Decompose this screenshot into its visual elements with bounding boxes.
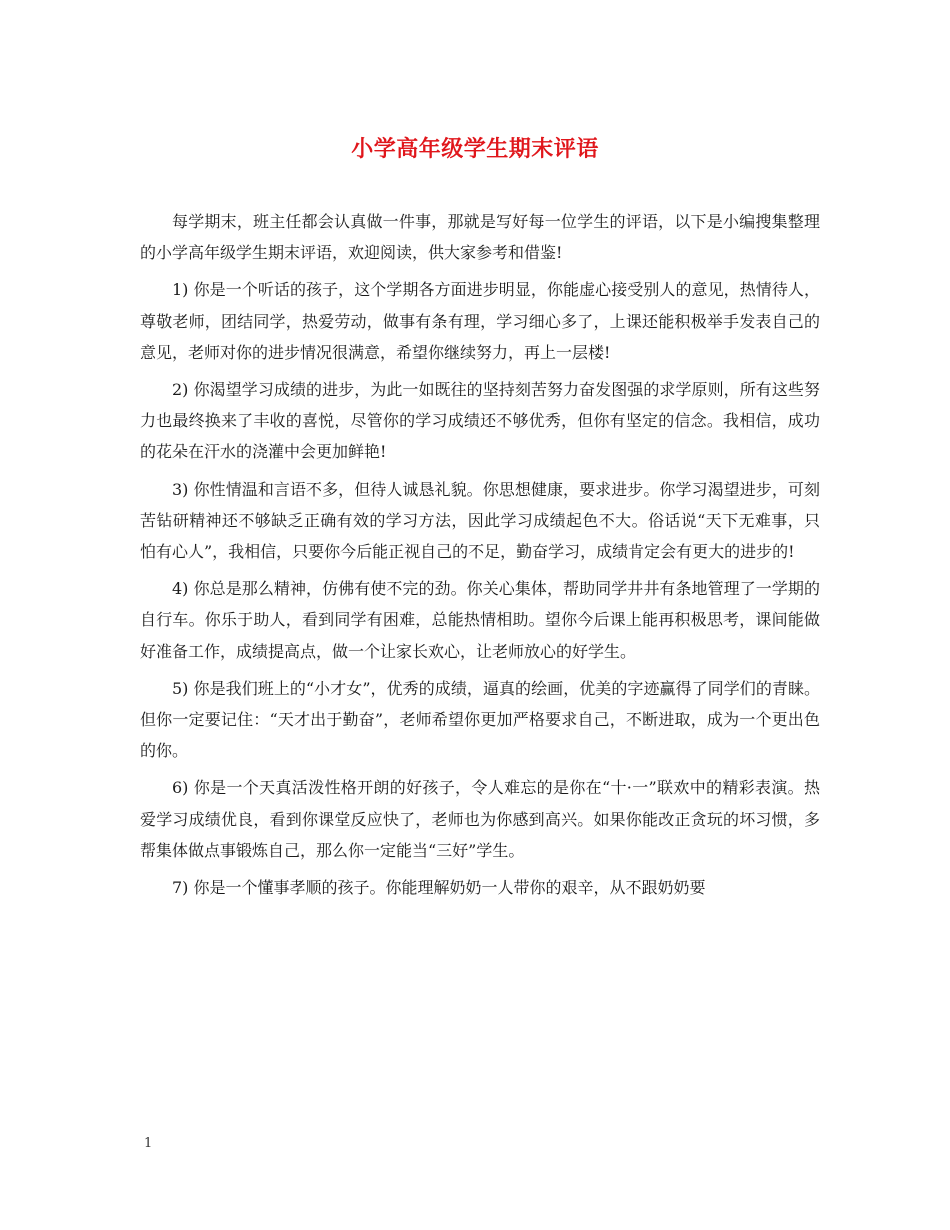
page-number: 1 bbox=[144, 1136, 153, 1151]
document-title: 小学高年级学生期末评语 bbox=[351, 136, 599, 162]
comment-paragraph-1: 1) 你是一个听话的孩子，这个学期各方面进步明显，你能虚心接受别人的意见，热情待人，尊敬老师，团结同学，热爱劳动，做事有条有理，学习细心多了，上课还能积极举手发表自己的意见，老师对你的进步情况很满意，希望你继续努力，再上一层楼! bbox=[140, 280, 820, 362]
comment-paragraph-7: 7) 你是一个懂事孝顺的孩子。你能理解奶奶一人带你的艰辛，从不跟奶奶要 bbox=[172, 878, 706, 898]
comment-paragraph-2: 2) 你渴望学习成绩的进步，为此一如既往的坚持刻苦努力奋发图强的求学原则，所有这些努力也最终换来了丰收的喜悦，尽管你的学习成绩还不够优秀，但你有坚定的信念。我相信，成功的花朵在汗水的浇灌中会更加鲜艳! bbox=[140, 380, 820, 462]
intro-paragraph: 每学期末，班主任都会认真做一件事，那就是写好每一位学生的评语，以下是小编搜集整理的小学高年级学生期末评语，欢迎阅读，供大家参考和借鉴! bbox=[140, 212, 820, 263]
comment-paragraph-4: 4) 你总是那么精神，仿佛有使不完的劲。你关心集体，帮助同学井井有条地管理了一学期的自行车。你乐于助人，看到同学有困难，总能热情相助。望你今后课上能再积极思考，课间能做好准备工作，成绩提高点，做一个让家长欢心，让老师放心的好学生。 bbox=[140, 579, 820, 661]
comment-paragraph-5: 5) 你是我们班上的“小才女”，优秀的成绩，逼真的绘画，优美的字迹赢得了同学们的青睐。但你一定要记住：“天才出于勤奋”，老师希望你更加严格要求自己，不断进取，成为一个更出色的你。 bbox=[140, 678, 820, 761]
comment-paragraph-6: 6) 你是一个天真活泼性格开朗的好孩子，令人难忘的是你在“十·一”联欢中的精彩表演。热爱学习成绩优良，看到你课堂反应快了，老师也为你感到高兴。如果你能改正贪玩的坏习惯，多帮集体做点事锻炼自己，那么你一定能当“三好”学生。 bbox=[140, 778, 820, 860]
document-body bbox=[140, 206, 820, 909]
comment-paragraph-3: 3) 你性情温和言语不多，但待人诚恳礼貌。你思想健康，要求进步。你学习渴望进步，可刻苦钻研精神还不够缺乏正确有效的学习方法，因此学习成绩起色不大。俗话说“天下无难事，只怕有心人”，我相信，只要你今后能正视自己的不足，勤奋学习，成绩肯定会有更大的进步的! bbox=[140, 479, 820, 562]
